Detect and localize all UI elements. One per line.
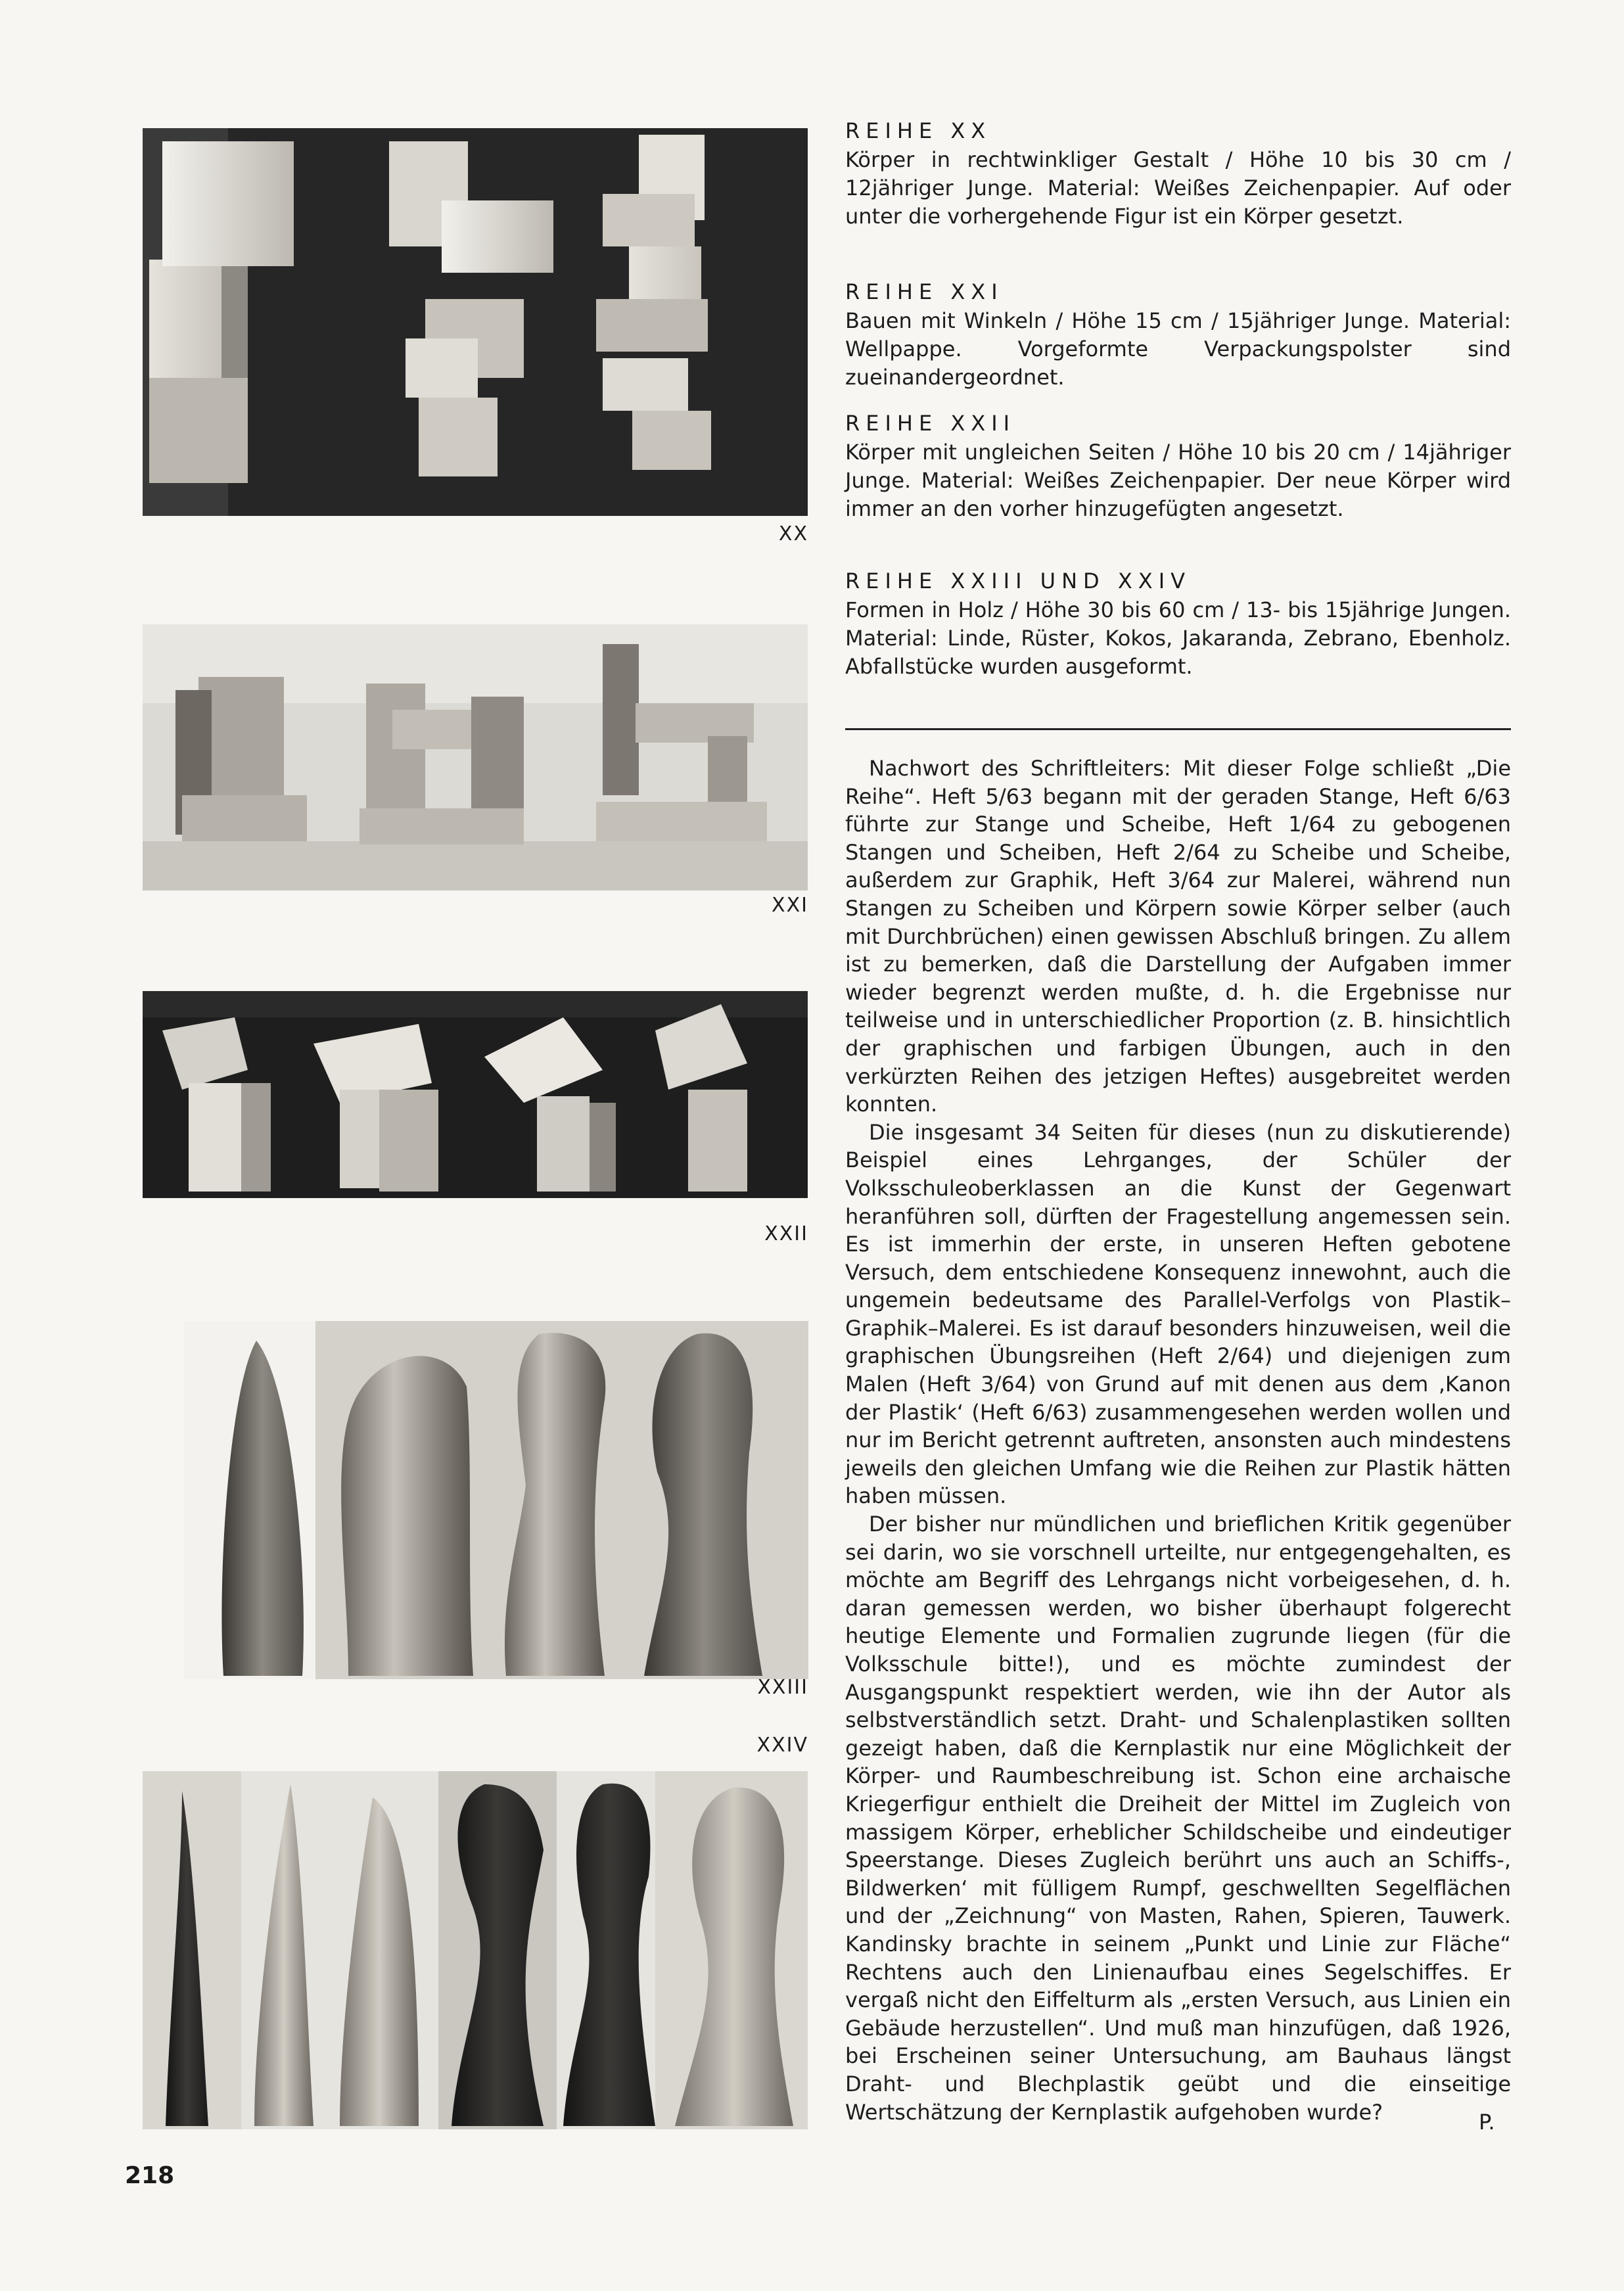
photo-reihe-xxi [143,624,808,891]
section-text: Bauen mit Winkeln / Höhe 15 cm / 15jähriger Junge. Material: Wellpappe. Vorgeformte Verpackungspolster sind zueinandergeordnet. [845,308,1511,390]
plate-label-xxii: XXII [764,1222,808,1245]
afterword-paragraph: Der bisher nur mündlichen und brieflichen Kritik gegenüber sei darin, wo sie vorschnell urteilte, nur entgegengehalten, es möchte am Begriff des Lehrgangs nicht vorbeigesehen, d. h. daran gemessen werden, wo bisher überhaupt folgerecht heutige Elemente und Formalien zugrunde liegen (für die Volksschule bitte!), und es möchte zumindest der Ausgangspunkt respektiert werden, wie ihn der Autor als selbstverständlich setzt. Draht- und Schalenplastiken sollten gezeigt haben, daß die Kernplastik nur eine Möglichkeit der Körper- und Raumbeschreibung ist. Schon eine archaische Kriegerfigur enthielt die Dreiheit der Mittel im Zugleich von massigem Körper, erheblicher Schildscheibe und eindeutiger Speerstange. Dieses Zugleich berührt uns auch an Schiffs-, Bildwerken‘ mit fülligem Rumpf, geschwellten Segelflächen und der „Zeichnung“ von Masten, Rahen, Spieren, Tauwerk. Kandinsky brachte in seinem „Punkt und Linie zur Fläche“ Rechtens auch den Linienaufbau eines Segelschiffes. Er vergaß nicht den Eiffelturm als „ersten Versuch, aus Linien ein Gebäude herzustellen“. Und muß man hinzufügen, daß 1926, bei Erscheinen seiner Untersuchung, am Bauhaus längst Draht- und Blechplastik geübt und die einseitige Wertschätzung der Kernplastik aufgehoben wurde? [845,1512,1511,2125]
section-reihe-xxii [845,411,1511,534]
section-heading: REIHE XXII [845,411,1016,436]
section-reihe-xxi [845,279,1511,402]
afterword [845,754,1511,2126]
section-reihe-xxiii-xxiv [845,568,1511,691]
section-text: Körper in rechtwinkliger Gestalt / Höhe 10 bis 30 cm / 12jähriger Junge. Material: Weißes Zeichenpapier. Auf oder unter die vorhergehende Figur ist ein Körper gesetzt. [845,147,1511,229]
afterword-paragraph: Nachwort des Schriftleiters: Mit dieser Folge schließt „Die Reihe“. Heft 5/63 begann mit der geraden Stange, Heft 6/63 führte zur Stange und Scheibe, Heft 1/64 zu gebogenen Stangen und Scheiben, Heft 2/64 zu Scheibe und Scheibe, außerdem zur Graphik, Heft 3/64 zur Malerei, während nun Stangen zu Scheiben und Körpern sowie Körper selber (auch mit Durchbrüchen) einen gewissen Abschluß bringen. Zu allem ist zu bemerken, daß die Darstellung der Aufgaben immer wieder begrenzt werden mußte, d. h. die Ergebnisse nur teilweise und in unterschiedlicher Proportion (z. B. hinsichtlich der graphischen und farbigen Übungen, auch in den verkürzten Reihen des jetzigen Heftes) ausgebreitet werden konnten. [845,756,1511,1117]
section-heading: REIHE XXIII UND XXIV [845,568,1192,593]
signature: P. [1479,2110,1495,2135]
section-divider [845,728,1511,730]
plate-label-xx: XX [778,522,808,545]
section-text: Formen in Holz / Höhe 30 bis 60 cm / 13- bis 15jährige Jungen. Material: Linde, Rüster, Kokos, Jakaranda, Zebrano, Ebenholz. Abfallstücke wurden ausgeformt. [845,597,1511,679]
plate-label-xxi: XXI [772,894,808,917]
plate-label-xxiv: XXIV [756,1734,808,1757]
section-heading: REIHE XXI [845,279,1004,304]
page-number: 218 [125,2162,175,2189]
photo-reihe-xxii [143,991,808,1198]
plate-label-xxiii: XXIII [757,1676,808,1699]
photo-reihe-xxiii [184,1321,808,1679]
photo-reihe-xxiv [143,1771,808,2129]
section-text: Körper mit ungleichen Seiten / Höhe 10 bis 20 cm / 14jähriger Junge. Material: Weißes Zeichenpapier. Der neue Körper wird immer an den vorher hinzugefügten angesetzt. [845,440,1511,521]
photo-reihe-xx [143,128,808,516]
section-reihe-xx [845,118,1511,241]
afterword-paragraph: Die insgesamt 34 Seiten für dieses (nun zu diskutierende) Beispiel eines Lehrganges, der Schüler der Volksschuleoberklassen an die Kunst der Gegenwart heranführen soll, dürften der Fragestellung angemessen sein. Es ist immerhin der erste, in unseren Heften gebotene Versuch, dem entschiedene Konsequenz innewohnt, auch die ungemein bedeutsame des Parallel-Verfolgs von Plastik–Graphik–Malerei. Es ist darauf besonders hinzuweisen, weil die graphischen Übungsreihen (Heft 2/64) und diejenigen zum Malen (Heft 3/64) von Grund auf mit denen aus dem ‚Kanon der Plastik‘ (Heft 6/63) zusammengesehen werden wollen und nur im Bericht getrennt auftreten, ansonsten auch mindestens jeweils den gleichen Umfang wie die Reihen zur Plastik hätten haben müssen. [845,1119,1511,1509]
section-heading: REIHE XX [845,118,992,143]
